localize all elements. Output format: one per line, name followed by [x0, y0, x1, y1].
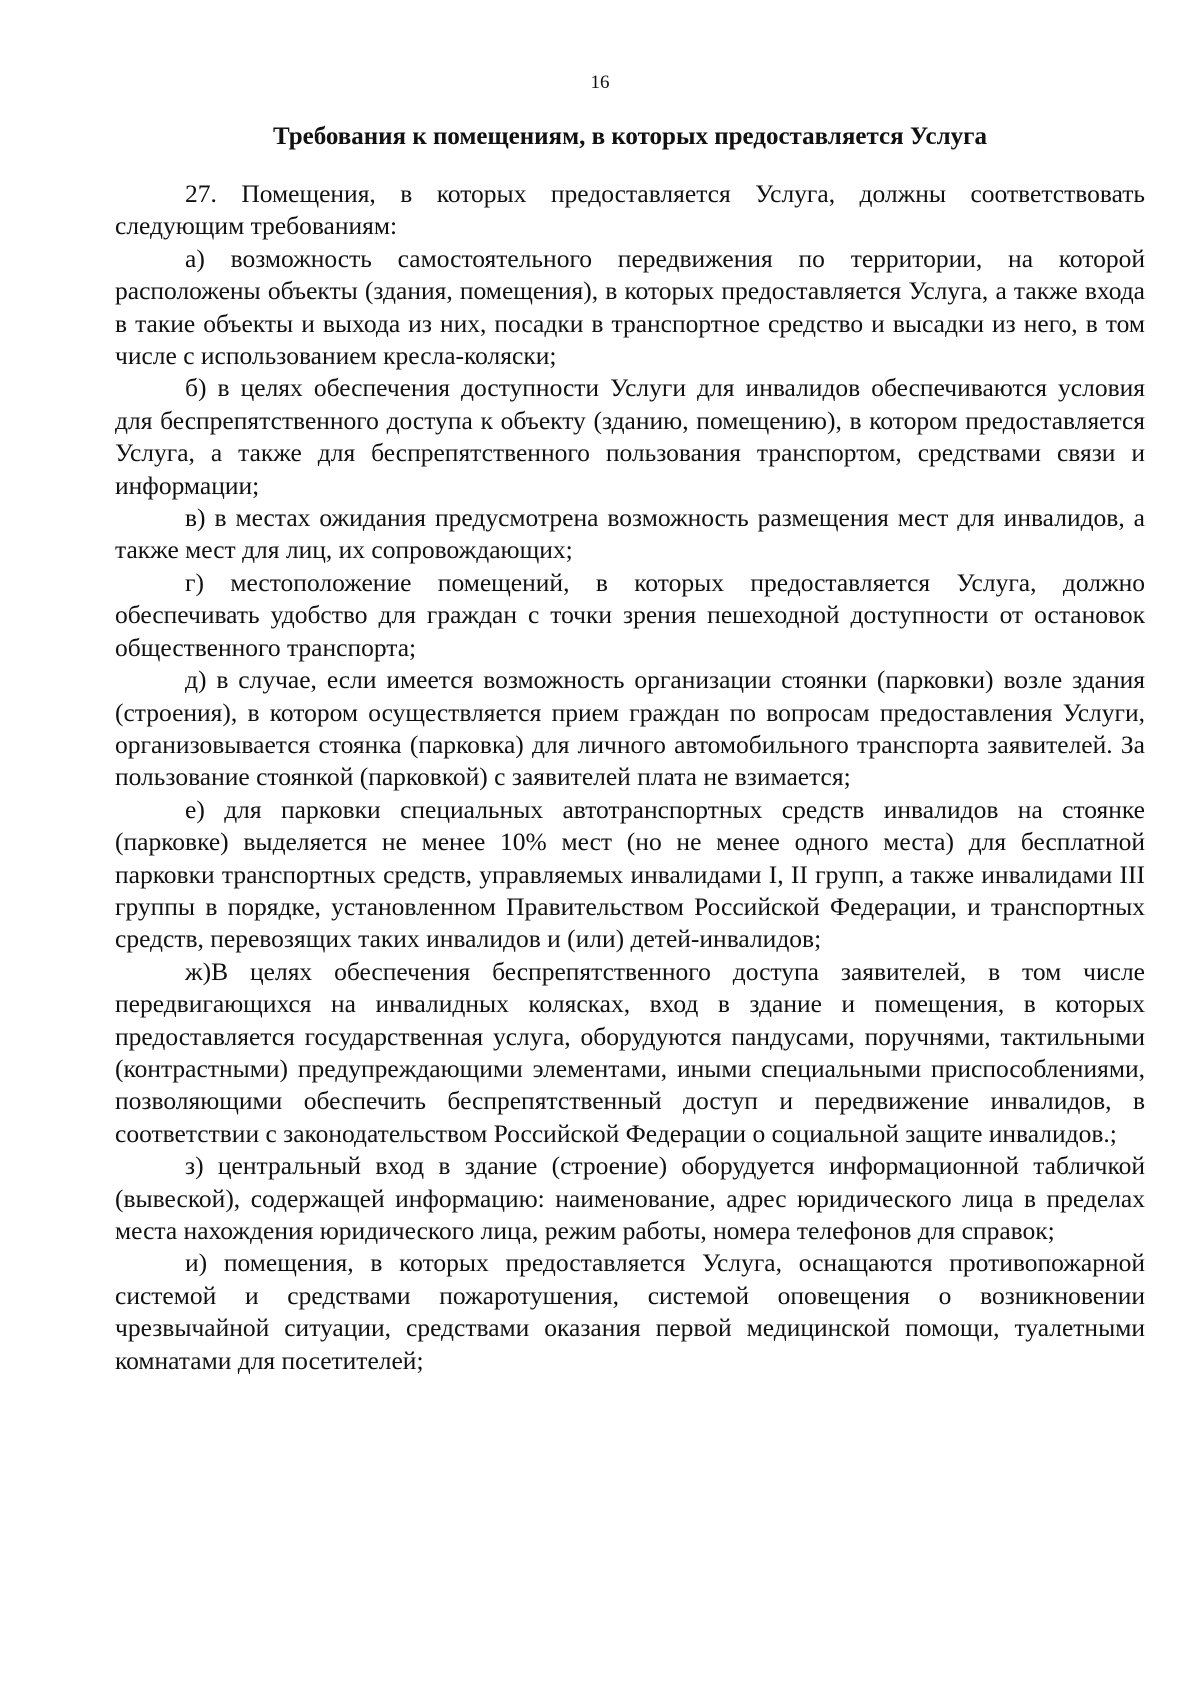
- paragraph-d: д) в случае, если имеется возможность организации стоянки (парковки) возле здания (строения), в котором осуществляется прием граждан по вопросам предоставления Услуги, организовывается стоянка (парковка) для личного автомобильного транспорта заявителей. За пользование стоянкой (парковкой) с заявителей плата не взимается;: [115, 665, 1145, 792]
- body-text: [115, 178, 1145, 1377]
- paragraph-a: а) возможность самостоятельного передвижения по территории, на которой расположены объекты (здания, помещения), в которых предоставляется Услуга, а также входа в такие объекты и выхода из них, посадки в транспортное средство и высадки из него, в том числе с использованием кресла-коляски;: [115, 243, 1145, 371]
- paragraph-v: в) в местах ожидания предусмотрена возможность размещения мест для инвалидов, а также мест для лиц, их сопровождающих;: [115, 503, 1145, 565]
- paragraph-27-intro: 27. Помещения, в которых предоставляется Услуга, должны соответствовать следующим требованиям:: [115, 179, 1145, 241]
- section-heading: Требования к помещениям, в которых предоставляется Услуга: [272, 123, 988, 150]
- paragraph-zh: ж)В целях обеспечения беспрепятственного доступа заявителей, в том числе передвигающихся на инвалидных колясках, вход в здание и помещения, в которых предоставляется государственная услуга, оборудуются пандусами, поручнями, тактильными (контрастными) предупреждающими элементами, иными специальными приспособлениями, позволяющими обеспечить беспрепятственный доступ и передвижение инвалидов, в соответствии с законодательством Российской Федерации о социальной защите инвалидов.;: [115, 956, 1145, 1148]
- paragraph-i: и) помещения, в которых предоставляется Услуга, оснащаются противопожарной системой и средствами пожаротушения, системой оповещения о возникновении чрезвычайной ситуации, средствами оказания первой медицинской помощи, туалетными комнатами для посетителей;: [115, 1248, 1145, 1375]
- paragraph-z: з) центральный вход в здание (строение) оборудуется информационной табличкой (вывеской), содержащей информацию: наименование, адрес юридического лица в пределах места нахождения юридического лица, режим работы, номера телефонов для справок;: [115, 1151, 1145, 1245]
- page-number: 16: [590, 72, 610, 93]
- paragraph-b: б) в целях обеспечения доступности Услуги для инвалидов обеспечиваются условия для беспрепятственного доступа к объекту (зданию, помещению), в котором предоставляется Услуга, а также для беспрепятственного пользования транспортом, средствами связи и информации;: [115, 373, 1145, 500]
- paragraph-e: е) для парковки специальных автотранспортных средств инвалидов на стоянке (парковке) выделяется не менее 10% мест (но не менее одного места) для бесплатной парковки транспортных средств, управляемых инвалидами I, II групп, а также инвалидами III группы в порядке, установленном Правительством Российской Федерации, и транспортных средств, перевозящих таких инвалидов и (или) детей-инвалидов;: [115, 794, 1145, 954]
- paragraph-g: г) местоположение помещений, в которых предоставляется Услуга, должно обеспечивать удобство для граждан с точки зрения пешеходной доступности от остановок общественного транспорта;: [115, 567, 1145, 662]
